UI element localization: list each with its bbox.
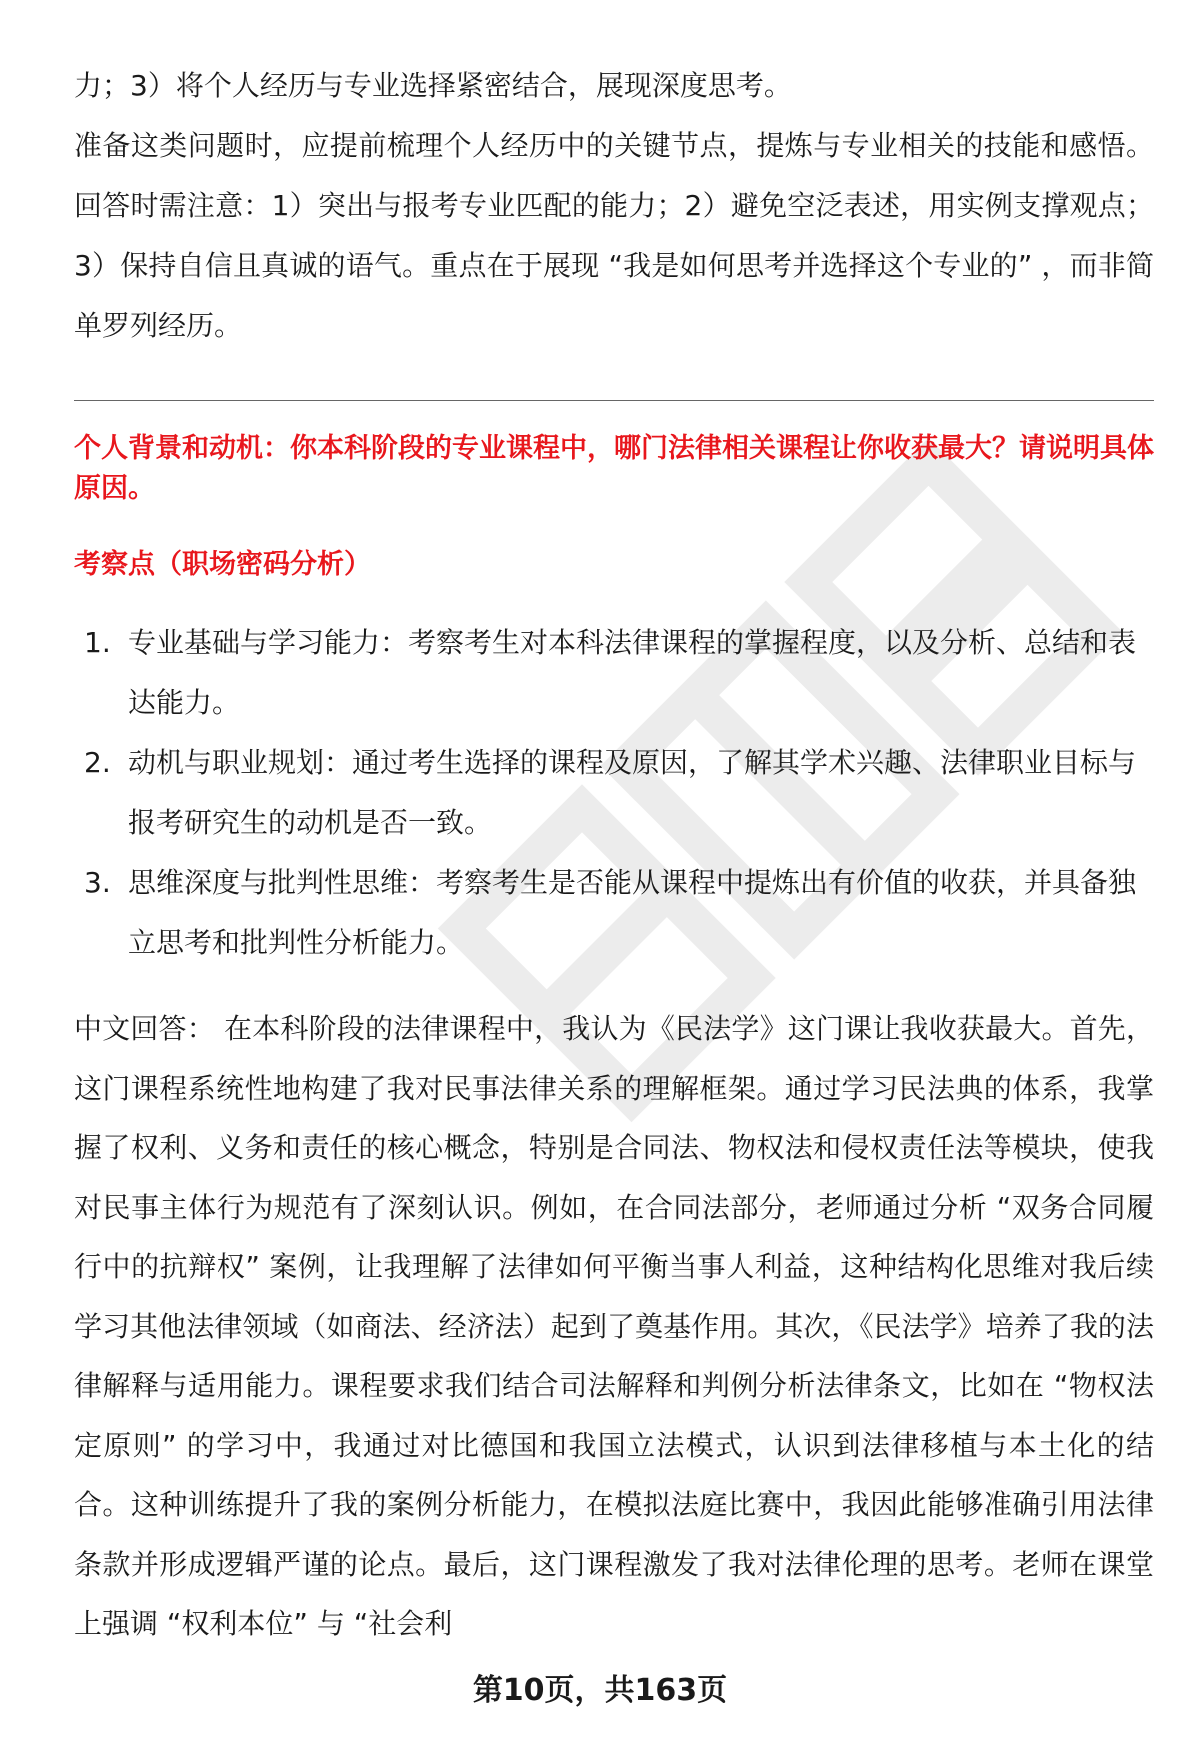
answer-paragraph: 中文回答： 在本科阶段的法律课程中，我认为《民法学》这门课让我收获最大。首先，这门课程系统性地构建了我对民事法律关系的理解框架。通过学习民法典的体系，我掌握了权利、义务和责任的核心概念，特别是合同法、物权法和侵权责任法等模块，使我对民事主体行为规范有了深刻认识。例如，在合同法部分，老师通过分析 “双务合同履行中的抗辩权” 案例，让我理解了法律如何平衡当事人利益，这种结构化思维对我后续学习其他法律领域（如商法、经济法）起到了奠基作用。其次，《民法学》培养了我的法律解释与适用能力。课程要求我们结合司法解释和判例分析法律条文，比如在 “物权法定原则” 的学习中，我通过对比德国和我国立法模式，认识到法律移植与本土化的结合。这种训练提升了我的案例分析能力，在模拟法庭比赛中，我因此能够准确引用法律条款并形成逻辑严谨的论点。最后，这门课程激发了我对法律伦理的思考。老师在课堂上强调 “权利本位” 与 “社会利 — [74, 1012, 1154, 1640]
list-item-number: 3. — [84, 866, 111, 899]
intro-paragraph: 准备这类问题时，应提前梳理个人经历中的关键节点，提炼与专业相关的技能和感悟。回答时需注意：1）突出与报考专业匹配的能力；2）避免空泛表述，用实例支撑观点；3）保持自信且真诚的语气。重点在于展现 “我是如何思考并选择这个专业的” ，而非简单罗列经历。 — [74, 129, 1154, 342]
exam-points-title: 考察点（职场密码分析） — [74, 549, 371, 580]
list-item-number: 2. — [84, 746, 111, 779]
list-item — [74, 853, 1154, 973]
list-item — [74, 733, 1154, 853]
list-item-text: 专业基础与学习能力：考察考生对本科法律课程的掌握程度，以及分析、总结和表达能力。 — [128, 626, 1137, 719]
document-page — [74, 56, 1154, 1654]
list-item — [74, 613, 1154, 733]
list-item-text: 思维深度与批判性思维：考察考生是否能从课程中提炼出有价值的收获，并具备独立思考和批判性分析能力。 — [128, 866, 1137, 959]
question-heading: 个人背景和动机：你本科阶段的专业课程中，哪门法律相关课程让你收获最大？请说明具体原因。 — [74, 433, 1154, 504]
section-divider — [74, 400, 1154, 401]
list-item-number: 1. — [84, 626, 111, 659]
exam-points-list — [74, 613, 1154, 973]
page-number: 第10页，共163页 — [472, 1673, 728, 1708]
intro-line: 力；3）将个人经历与专业选择紧密结合，展现深度思考。 — [74, 69, 792, 102]
list-item-text: 动机与职业规划：通过考生选择的课程及原因，了解其学术兴趣、法律职业目标与报考研究生的动机是否一致。 — [128, 746, 1137, 839]
